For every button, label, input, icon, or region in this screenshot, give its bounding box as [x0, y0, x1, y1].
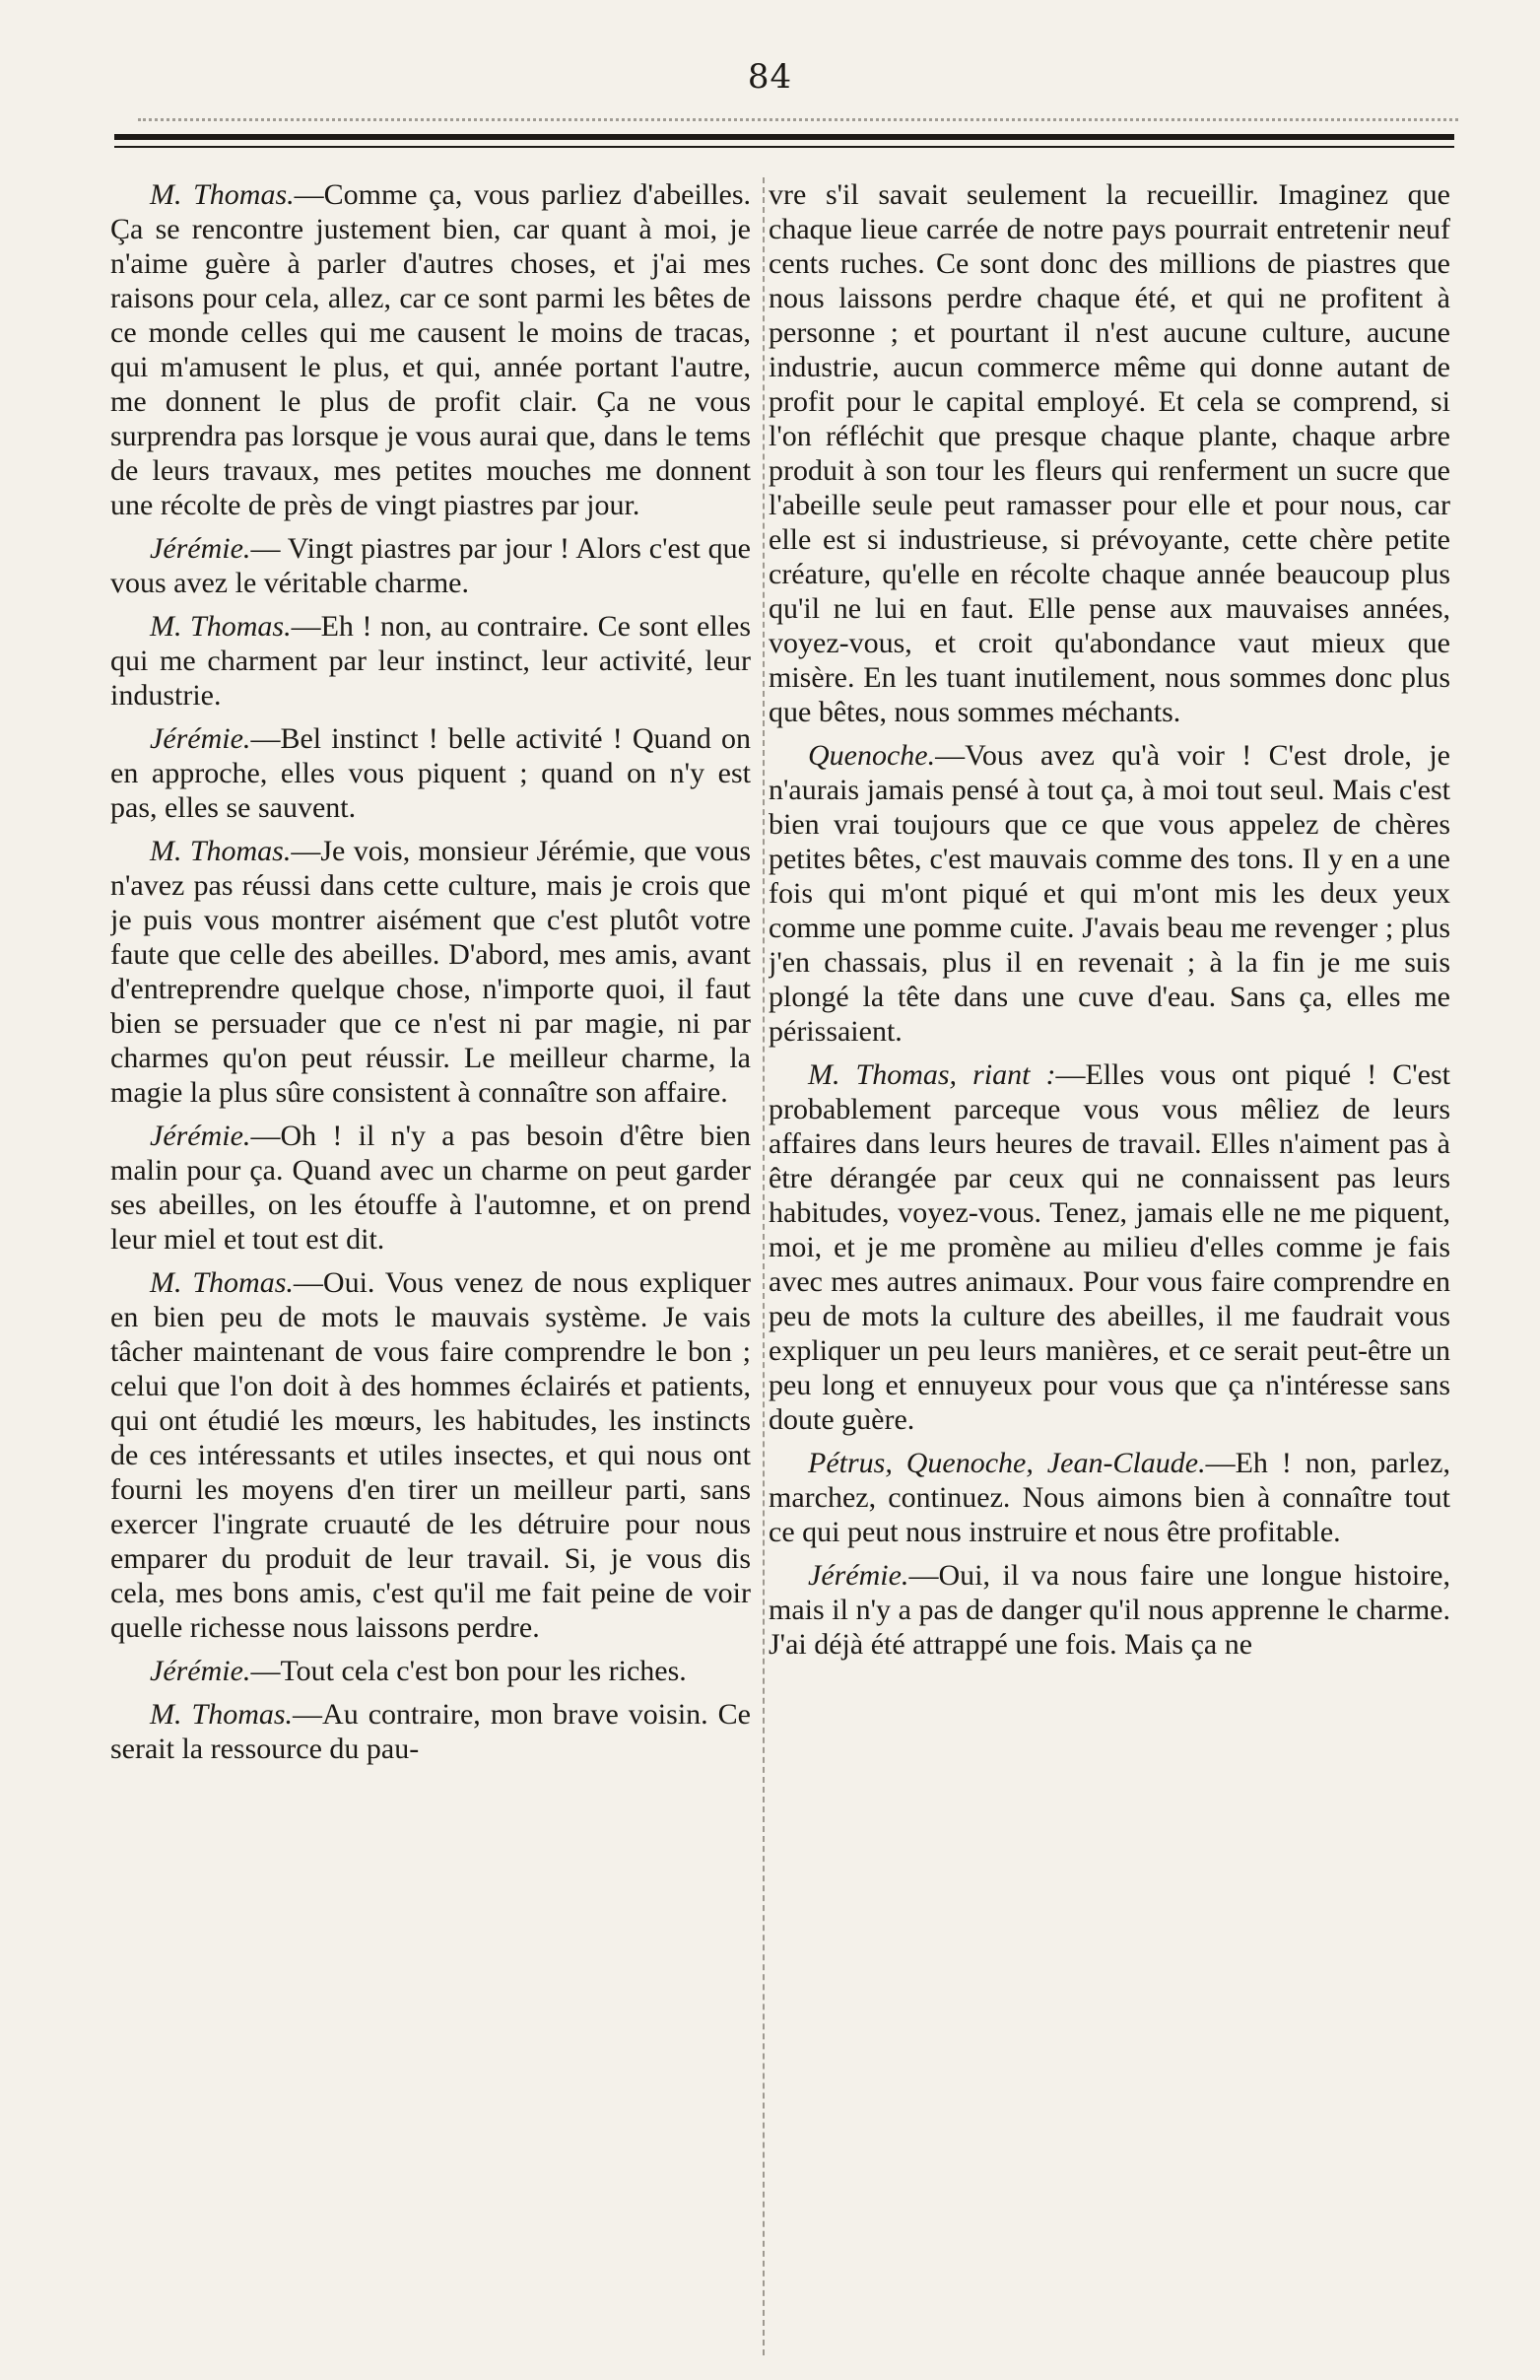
- speaker-name: M. Thomas.: [150, 1266, 294, 1299]
- dialogue-paragraph: [110, 1265, 751, 1645]
- left-column: [110, 177, 751, 2360]
- dialogue-paragraph: [769, 1558, 1450, 1662]
- dialogue-text: —Eh ! non, au contraire. Ce sont elles qui me charment par leur instinct, leur activité, leur industrie.: [110, 610, 751, 712]
- dialogue-text: —Eh ! non, parlez, marchez, continuez. Nous aimons bien à connaître tout ce qui peut nous instruire et nous être profitable.: [769, 1447, 1450, 1548]
- dialogue-text: —Au contraire, mon brave voisin. Ce serait la ressource du pau-: [110, 1698, 751, 1765]
- speaker-name: Jérémie.: [150, 1120, 251, 1152]
- speaker-name: M. Thomas.: [150, 178, 295, 211]
- speaker-name: M. Thomas.: [150, 1698, 294, 1731]
- dialogue-text: —Tout cela c'est bon pour les riches.: [250, 1655, 687, 1687]
- dialogue-paragraph: [769, 738, 1450, 1049]
- dialogue-paragraph: [110, 721, 751, 825]
- speaker-name: M. Thomas.: [150, 835, 292, 867]
- speaker-name: M. Thomas.: [150, 610, 292, 643]
- dialogue-paragraph: [110, 531, 751, 600]
- dialogue-text: —Bel instinct ! belle activité ! Quand on en approche, elles vous piquent ; quand on n'y est pas, elles se sauvent.: [110, 722, 751, 824]
- dialogue-paragraph: [110, 834, 751, 1110]
- speaker-name: Jérémie.: [150, 532, 251, 565]
- dialogue-text: — Vingt piastres par jour ! Alors c'est que vous avez le véritable charme.: [110, 532, 751, 599]
- dialogue-text: —Elles vous ont piqué ! C'est probablement parceque vous vous mêliez de leurs affaires dans leurs heures de travail. Elles n'aiment pas à être dérangée par ceux qui ne connaissent pas leurs habitudes, voyez-vous. Tenez, jamais elle ne me piquent, moi, et je me promène au milieu d'elles comme je fais avec mes autres animaux. Pour vous faire comprendre en peu de mots la culture des abeilles, il me faudrait vous expliquer un peu leurs manières, et ce serait peut-être un peu long et ennuyeux pour vous que ça n'intéresse sans doute guère.: [769, 1058, 1450, 1436]
- dialogue-paragraph: [769, 177, 1450, 729]
- speaker-name: Jérémie.: [808, 1559, 909, 1592]
- dialogue-text: —Oh ! il n'y a pas besoin d'être bien malin pour ça. Quand avec un charme on peut garder ses abeilles, on les étouffe à l'automne, et on prend leur miel et tout est dit.: [110, 1120, 751, 1256]
- header-dotted-rule: [138, 118, 1458, 121]
- dialogue-paragraph: [769, 1057, 1450, 1437]
- dialogue-text: —Oui. Vous venez de nous expliquer en bien peu de mots le mauvais système. Je vais tâcher maintenant de vous faire comprendre le bon ; celui que l'on doit à des hommes éclairés et patients, qui ont étudié les mœurs, les habitudes, les instincts de ces intéressants et utiles insectes, et qui nous ont fourni les moyens d'en tirer un meilleur parti, sans exercer l'ingrate cruauté de les détruire pour nous emparer du produit de leur travail. Si, je vous dis cela, mes bons amis, c'est qu'il me fait peine de voir quelle richesse nous laissons perdre.: [110, 1266, 751, 1644]
- speaker-name: Jérémie.: [150, 722, 251, 755]
- speaker-name: Quenoche.: [808, 739, 936, 772]
- dialogue-paragraph: [769, 1446, 1450, 1549]
- dialogue-paragraph: [110, 609, 751, 713]
- dialogue-text: —Vous avez qu'à voir ! C'est drole, je n'aurais jamais pensé à tout ça, à moi tout seul. Mais c'est bien vrai toujours que ce que vous appelez de chères petites bêtes, c'est mauvais comme des tons. Il y en a une fois qui m'ont piqué et qui m'ont mis les deux yeux comme une pomme cuite. J'avais beau me revenger ; plus j'en chassais, plus il en revenait ; à la fin je me suis plongé la tête dans une cuve d'eau. Sans ça, elles me périssaient.: [769, 739, 1450, 1048]
- dialogue-text: —Comme ça, vous parliez d'abeilles. Ça se rencontre justement bien, car quant à moi, je n'aime guère à parler d'autres choses, et j'ai mes raisons pour cela, allez, car ce sont parmi les bêtes de ce monde celles qui me causent le moins de tracas, qui m'amusent le plus, et qui, année portant l'autre, me donnent le plus de profit clair. Ça ne vous surprendra pas lorsque je vous aurai que, dans le tems de leurs travaux, mes petites mouches me donnent une récolte de près de vingt piastres par jour.: [110, 178, 751, 521]
- header-rule-thick: [114, 134, 1454, 140]
- dialogue-paragraph: [110, 1697, 751, 1766]
- speaker-name: Jérémie.: [150, 1655, 251, 1687]
- header-rule-thin: [114, 146, 1454, 148]
- dialogue-text: —Oui, il va nous faire une longue histoire, mais il n'y a pas de danger qu'il nous apprenne le charme. J'ai déjà été attrappé une fois. Mais ça ne: [769, 1559, 1450, 1661]
- column-divider: [763, 177, 766, 2355]
- dialogue-paragraph: [110, 177, 751, 522]
- speaker-name: Pétrus, Quenoche, Jean-Claude.: [808, 1447, 1206, 1479]
- dialogue-paragraph: [110, 1119, 751, 1257]
- page-number: 84: [747, 57, 793, 97]
- speaker-name: M. Thomas, riant :: [808, 1058, 1056, 1091]
- dialogue-text: —Je vois, monsieur Jérémie, que vous n'avez pas réussi dans cette culture, mais je crois que je puis vous montrer aisément que c'est plutôt votre faute que celle des abeilles. D'abord, mes amis, avant d'entreprendre quelque chose, n'importe quoi, il faut bien se persuader que ce n'est ni par magie, ni par charmes qu'on peut réussir. Le meilleur charme, la magie la plus sûre consistent à connaître son affaire.: [110, 835, 751, 1109]
- right-column: [769, 177, 1450, 2360]
- dialogue-paragraph: [110, 1654, 751, 1688]
- dialogue-text: vre s'il savait seulement la recueillir. Imaginez que chaque lieue carrée de notre pays pourrait entretenir neuf cents ruches. Ce sont donc des millions de piastres que nous laissons perdre chaque été, et qui ne profitent à personne ; et pourtant il n'est aucune culture, aucune industrie, aucun commerce même qui donne autant de profit pour le capital employé. Et cela se comprend, si l'on réfléchit que presque chaque plante, chaque arbre produit à son tour les fleurs qui renferment un sucre que l'abeille seule peut ramasser pour elle et pour nous, car elle est si industrieuse, si prévoyante, cette chère petite créature, qu'elle en récolte chaque année beaucoup plus qu'il ne lui en faut. Elle pense aux mauvaises années, voyez-vous, et croit qu'abondance vaut mieux que misère. En les tuant inutilement, nous sommes donc plus que bêtes, nous sommes méchants.: [769, 178, 1450, 728]
